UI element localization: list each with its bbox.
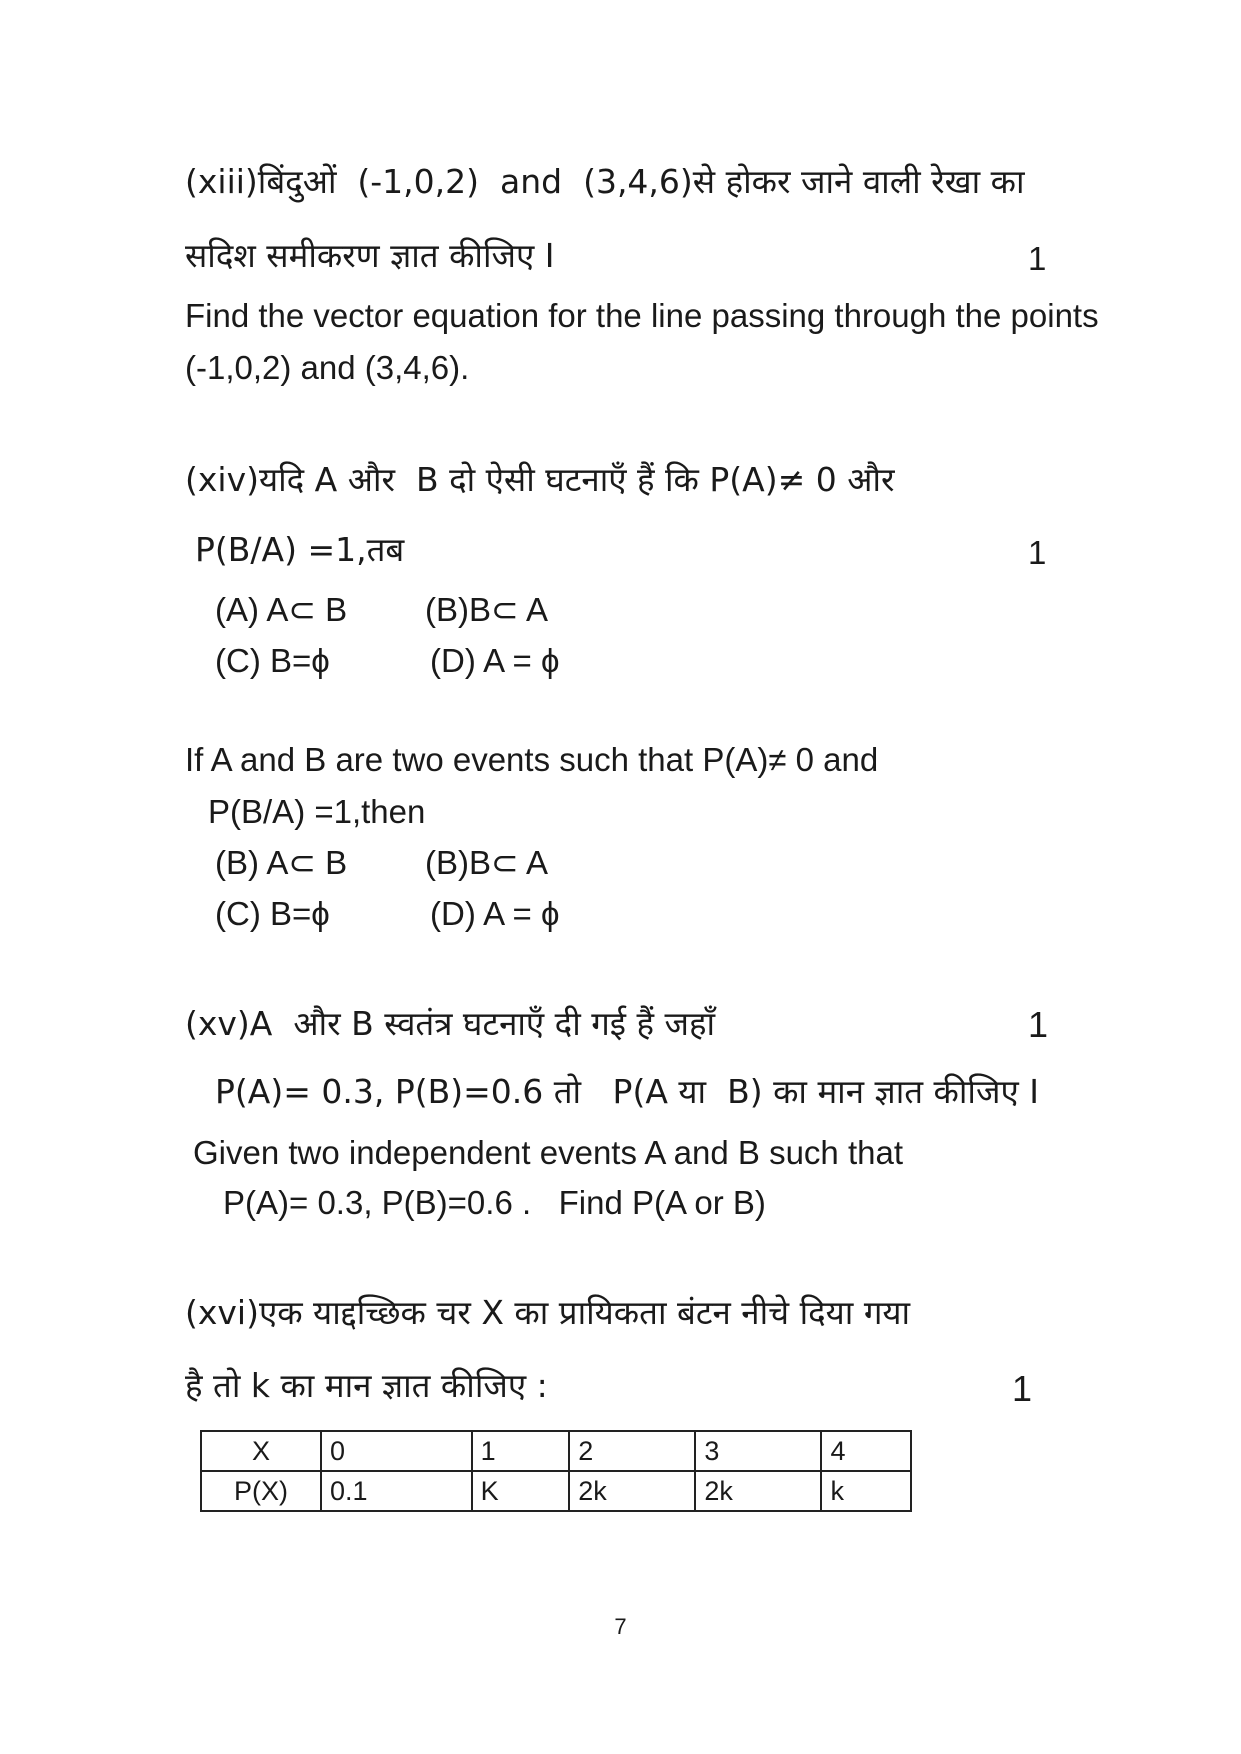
q16-hindi-line1: (xvi)एक याद्दच्छिक चर X का प्रायिकता बंटन नीचे दिया गया — [185, 1293, 911, 1332]
q13-english-line2: (-1,0,2) and (3,4,6). — [185, 349, 470, 386]
q14-en-option-b: (B)B⊂ A — [425, 844, 549, 881]
table-cell: 2k — [569, 1471, 695, 1511]
q14-hi-option-a: (A) A⊂ B — [215, 591, 348, 628]
probability-table — [200, 1430, 912, 1512]
q15-hindi-line1: (xv)A और B स्वतंत्र घटनाएँ दी गई हैं जहाँ — [185, 1004, 716, 1043]
q14-en-option-a: (B) A⊂ B — [215, 844, 348, 881]
q14-hindi-line2: P(B/A) =1,तब — [195, 530, 405, 569]
q14-hi-option-c: (C) B=ϕ — [215, 642, 330, 679]
page-number: 7 — [614, 1614, 627, 1639]
table-cell: 4 — [821, 1431, 911, 1471]
q14-english-line1: If A and B are two events such that P(A)≠ 0 and — [185, 741, 879, 778]
table-cell: 0 — [321, 1431, 472, 1471]
q14-hindi-line1: (xiv)यदि A और B दो ऐसी घटनाएँ हैं कि P(A)≠ 0 और — [185, 460, 895, 499]
q15-mark: 1 — [1028, 1004, 1049, 1045]
q14-mark: 1 — [1028, 534, 1047, 571]
q14-en-option-d: (D) A = ϕ — [430, 895, 560, 932]
table-row — [201, 1431, 911, 1471]
q14-hi-option-d: (D) A = ϕ — [430, 642, 560, 679]
q16-hindi-line2: है तो k का मान ज्ञात कीजिए : — [185, 1366, 548, 1405]
q16-mark: 1 — [1012, 1368, 1033, 1409]
table-cell: K — [472, 1471, 570, 1511]
table-cell: 2k — [695, 1471, 821, 1511]
table-cell: 0.1 — [321, 1471, 472, 1511]
table-cell: 1 — [472, 1431, 570, 1471]
table-cell: 2 — [569, 1431, 695, 1471]
q15-english-line1: Given two independent events A and B such that — [193, 1134, 903, 1171]
table-cell: 3 — [695, 1431, 821, 1471]
q14-hi-option-b: (B)B⊂ A — [425, 591, 549, 628]
q14-english-line2: P(B/A) =1,then — [208, 793, 426, 830]
q15-hindi-line2: P(A)= 0.3, P(B)=0.6 तो P(A या B) का मान ज्ञात कीजिए I — [215, 1072, 1039, 1111]
q13-hindi-line2: सदिश समीकरण ज्ञात कीजिए I — [185, 236, 555, 275]
q13-hindi-line1: (xiii)बिंदुओं (-1,0,2) and (3,4,6)से होकर जाने वाली रेखा का — [185, 162, 1025, 201]
table-row — [201, 1471, 911, 1511]
table-cell: X — [201, 1431, 321, 1471]
table-cell: k — [821, 1471, 911, 1511]
q14-en-option-c: (C) B=ϕ — [215, 895, 330, 932]
q13-english-line1: Find the vector equation for the line passing through the points — [185, 297, 1099, 334]
table-cell: P(X) — [201, 1471, 321, 1511]
q13-mark: 1 — [1028, 240, 1047, 277]
q15-english-line2: P(A)= 0.3, P(B)=0.6 . Find P(A or B) — [223, 1184, 766, 1221]
